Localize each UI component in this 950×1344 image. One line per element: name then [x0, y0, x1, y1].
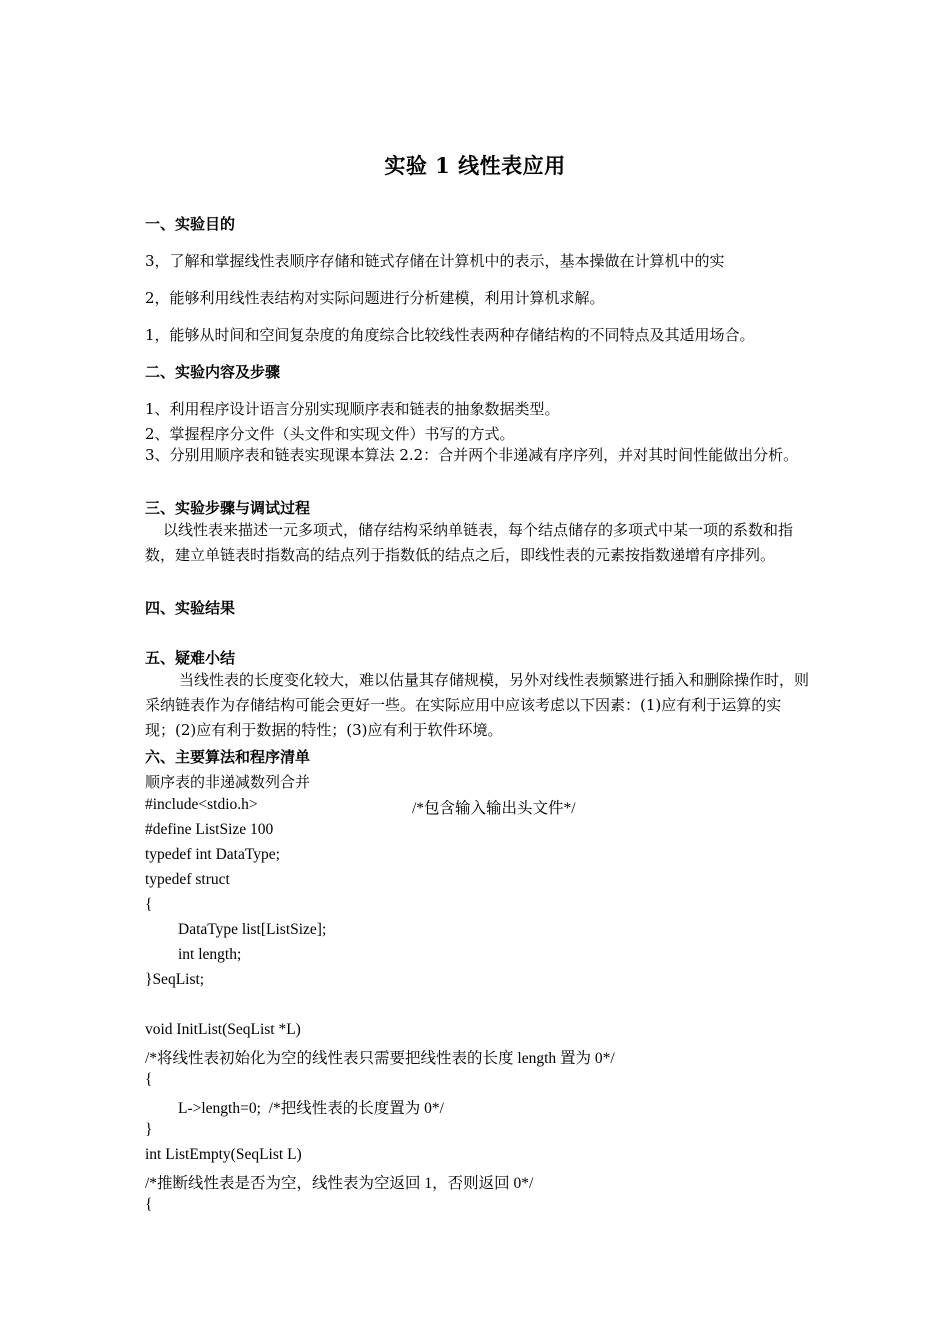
code-line: {	[145, 896, 153, 913]
code-line: {	[145, 1196, 153, 1213]
code-line: #include<stdio.h>	[145, 796, 258, 813]
section-heading-content: 二、实验内容及步骤	[145, 363, 281, 381]
code-line: L->length=0; /*把线性表的长度置为 0*/	[178, 1100, 444, 1117]
content-item-3: 3、分别用顺序表和链表实现课本算法 2.2：合并两个非递减有序序列，并对其时间性能做出分析。	[145, 446, 799, 464]
code-line: {	[145, 1071, 153, 1088]
code-line: }	[145, 1121, 153, 1138]
code-subtitle: 顺序表的非递减数列合并	[145, 773, 311, 791]
code-line: typedef struct	[145, 871, 230, 888]
code-line: /*将线性表初始化为空的线性表只需要把线性表的长度 length 置为 0*/	[145, 1050, 615, 1067]
code-line: DataType list[ListSize];	[178, 921, 327, 938]
code-line: typedef int DataType;	[145, 846, 280, 863]
purpose-item-3: 1，能够从时间和空间复杂度的角度综合比较线性表两种存储结构的不同特点及其适用场合。	[145, 326, 755, 344]
code-comment: /*包含输入输出头文件*/	[412, 800, 576, 817]
section-heading-summary: 五、疑难小结	[145, 649, 236, 667]
content-item-1: 1、利用程序设计语言分别实现顺序表和链表的抽象数据类型。	[145, 400, 560, 418]
code-line: int length;	[178, 946, 242, 963]
purpose-item-1: 3，了解和掌握线性表顺序存储和链式存储在计算机中的表示，基本操做在计算机中的实	[145, 252, 725, 270]
code-line: #define ListSize 100	[145, 821, 274, 838]
section-heading-results: 四、实验结果	[145, 599, 236, 617]
section-heading-purpose: 一、实验目的	[145, 215, 236, 233]
content-item-2: 2、掌握程序分文件（头文件和实现文件）书写的方式。	[145, 425, 515, 443]
section-heading-steps: 三、实验步骤与调试过程	[145, 499, 311, 517]
summary-paragraph: 当线性表的长度变化较大，难以估量其存储规模，另外对线性表频繁进行插入和删除操作时，则采纳链表作为存储结构可能会更好一些。在实际应用中应该考虑以下因素：(1)应有利于运算的实现；(2)应有利于数据的特性；(3)应有利于软件环境。	[145, 671, 810, 739]
code-line: int ListEmpty(SeqList L)	[145, 1146, 302, 1163]
code-line: /*推断线性表是否为空，线性表为空返回 1，否则返回 0*/	[145, 1175, 534, 1192]
steps-paragraph: 以线性表来描述一元多项式，储存结构采纳单链表，每个结点储存的多项式中某一项的系数和指数，建立单链表时指数高的结点列于指数低的结点之后，即线性表的元素按指数递增有序排列。	[145, 521, 794, 564]
purpose-item-2: 2，能够利用线性表结构对实际问题进行分析建模，利用计算机求解。	[145, 289, 605, 307]
section-heading-code: 六、主要算法和程序清单	[145, 748, 311, 766]
code-line: }SeqList;	[145, 971, 205, 988]
document-title: 实验 1 线性表应用	[384, 153, 566, 178]
code-line: void InitList(SeqList *L)	[145, 1021, 301, 1038]
